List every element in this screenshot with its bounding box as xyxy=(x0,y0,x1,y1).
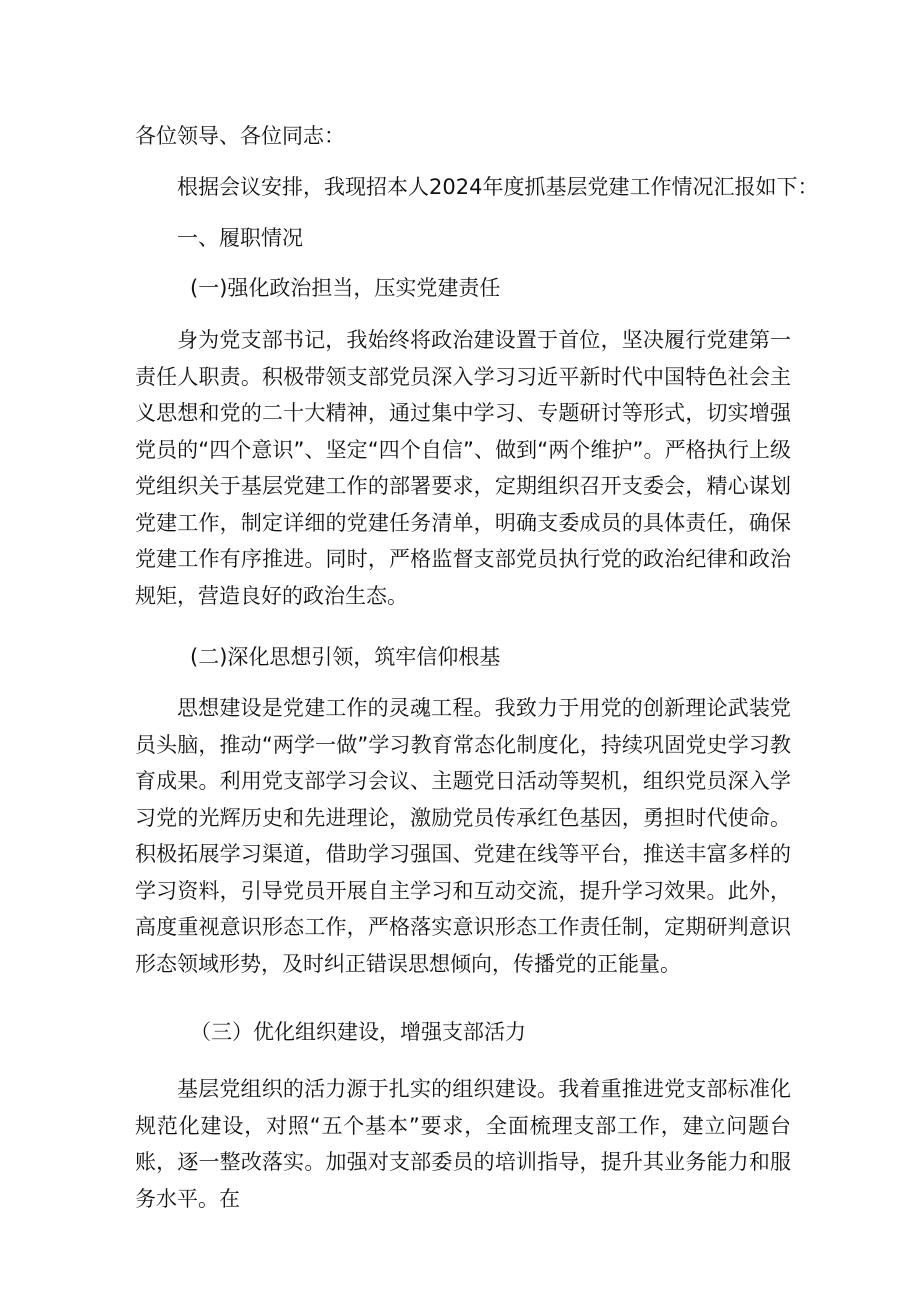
subsection-heading-2: (二)深化思想引领，筑牢信仰根基 xyxy=(190,645,501,669)
subsection-heading-3: （三）优化组织建设，增强支部活力 xyxy=(190,1020,526,1044)
subsection-heading-1: (一)强化政治担当，压实党建责任 xyxy=(190,276,501,300)
salutation: 各位领导、各位同志： xyxy=(135,124,345,148)
subsection-body-3: 基层党组织的活力源于扎实的组织建设。我着重推进党支部标准化规范化建设，对照“五个基本”要求，全面梳理支部工作，建立问题台账，逐一整改落实。加强对支部委员的培训指导，提升其业务能力和服务水平。在 xyxy=(135,1077,791,1211)
section-heading-1: 一、履职情况 xyxy=(177,226,303,250)
intro-paragraph: 根据会议安排，我现招本人2024年度抓基层党建工作情况汇报如下： xyxy=(177,175,819,199)
subsection-body-1: 身为党支部书记，我始终将政治建设置于首位，坚决履行党建第一责任人职责。积极带领支部党员深入学习习近平新时代中国特色社会主义思想和党的二十大精神，通过集中学习、专题研讨等形式，切实增强党员的“四个意识”、坚定“四个自信”、做到“两个维护”。严格执行上级党组织关于基层党建工作的部署要求，定期组织召开支委会，精心谋划党建工作，制定详细的党建任务清单，明确支委成员的具体责任，确保党建工作有序推进。同时，严格监督支部党员执行党的政治纪律和政治规矩，营造良好的政治生态。 xyxy=(135,328,791,608)
subsection-body-2: 思想建设是党建工作的灵魂工程。我致力于用党的创新理论武装党员头脑，推动“两学一做”学习教育常态化制度化，持续巩固党史学习教育成果。利用党支部学习会议、主题党日活动等契机，组织党员深入学习党的光辉历史和先进理论，激励党员传承红色基因，勇担时代使命。积极拓展学习渠道，借助学习强国、党建在线等平台，推送丰富多样的学习资料，引导党员开展自主学习和互动交流，提升学习效果。此外，高度重视意识形态工作，严格落实意识形态工作责任制，定期研判意识形态领域形势，及时纠正错误思想倾向，传播党的正能量。 xyxy=(135,696,791,976)
